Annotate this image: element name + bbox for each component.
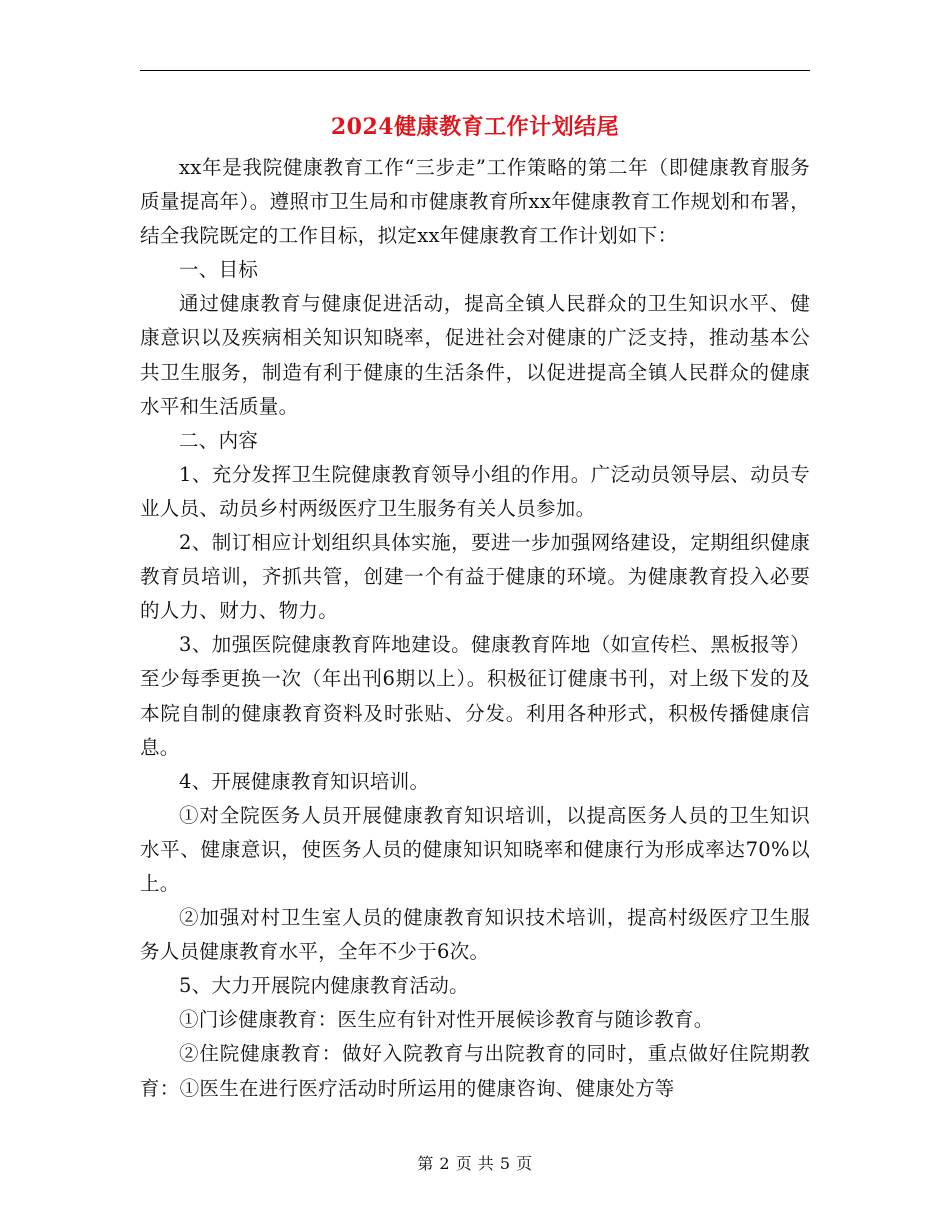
page-number: 第 2 页 共 5 页	[417, 1154, 533, 1173]
paragraph-item-2: 2、制订相应计划组织具体实施，要进一步加强网络建设，定期组织健康教育员培训，齐抓共管，创建一个有益于健康的环境。为健康教育投入必要的人力、财力、物力。	[140, 531, 810, 623]
paragraph-goal: 通过健康教育与健康促进活动，提高全镇人民群众的卫生知识水平、健康意识以及疾病相关知识知晓率，促进社会对健康的广泛支持，推动基本公共卫生服务，制造有利于健康的生活条件，以促进提高全镇人民群众的健康水平和生活质量。	[140, 292, 810, 418]
paragraph-item-1: 1、充分发挥卫生院健康教育领导小组的作用。广泛动员领导层、动员专业人员、动员乡村两级医疗卫生服务有关人员参加。	[140, 462, 810, 520]
document-title: 2024健康教育工作计划结尾	[330, 114, 620, 140]
paragraph-item-3: 3、加强医院健康教育阵地建设。健康教育阵地（如宣传栏、黑板报等）至少每季更换一次（年出刊6期以上）。积极征订健康书刊，对上级下发的及本院自制的健康教育资料及时张贴、分发。利用各种形式，积极传播健康信息。	[140, 633, 810, 759]
heading-content: 二、内容	[179, 428, 259, 452]
paragraph-intro: xx年是我院健康教育工作“三步走”工作策略的第二年（即健康教育服务质量提高年）。遵照市卫生局和市健康教育所xx年健康教育工作规划和布署，结全我院既定的工作目标，拟定xx年健康教育工作计划如下：	[140, 156, 810, 248]
paragraph-item-5: 5、大力开展院内健康教育活动。	[179, 974, 469, 998]
header-rule	[140, 70, 810, 71]
paragraph-item-4-sub-2: ②加强对村卫生室人员的健康教育知识技术培训，提高村级医疗卫生服务人员健康教育水平，全年不少于6次。	[140, 906, 810, 964]
heading-goal: 一、目标	[179, 258, 259, 282]
paragraph-item-4-sub-1: ①对全院医务人员开展健康教育知识培训，以提高医务人员的卫生知识水平、健康意识，使医务人员的健康知识知晓率和健康行为形成率达70%以上。	[140, 803, 810, 895]
paragraph-item-5-sub-1: ①门诊健康教育：医生应有针对性开展候诊教育与随诊教育。	[179, 1008, 714, 1032]
document-body	[140, 151, 810, 1106]
paragraph-item-5-sub-2: ②住院健康教育：做好入院教育与出院教育的同时，重点做好住院期教育：①医生在进行医疗活动时所运用的健康咨询、健康处方等	[140, 1042, 810, 1100]
paragraph-item-4: 4、开展健康教育知识培训。	[179, 769, 430, 793]
